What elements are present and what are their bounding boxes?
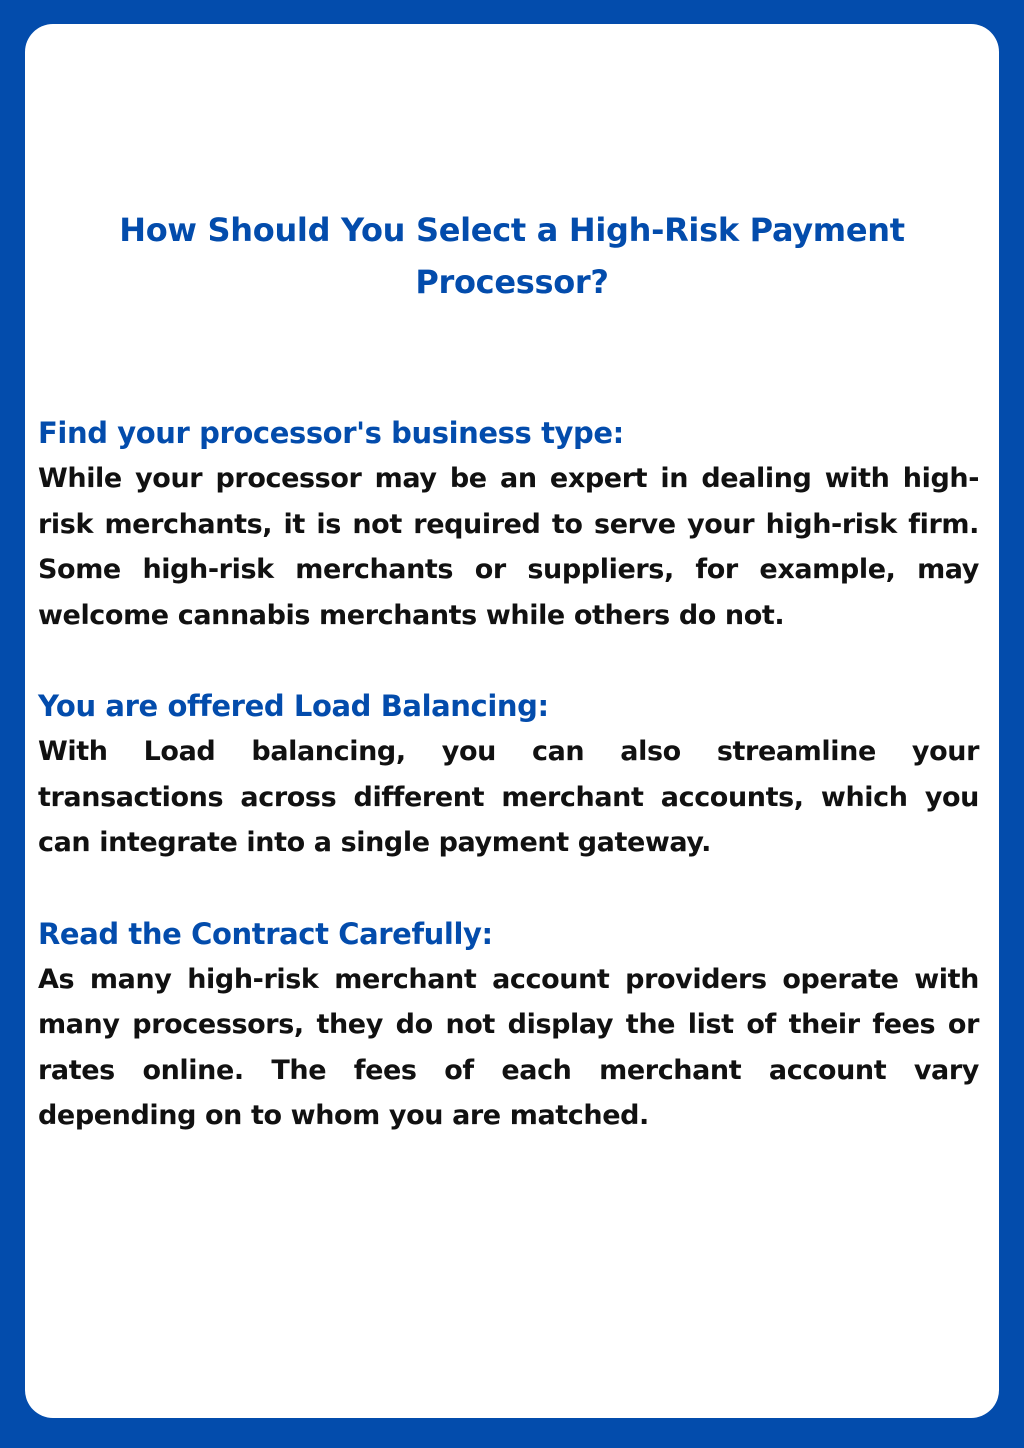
section-body: While your processor may be an expert in dealing with high-risk merchants, it is not required to serve your high-risk firm. Some high-risk merchants or suppliers, for example, may welcome cannabis merchants while others do not.	[38, 463, 979, 631]
page-title: How Should You Select a High-Risk Payment Processor?	[119, 211, 905, 301]
section-contract	[38, 911, 979, 1139]
section-heading: You are offered Load Balancing:	[38, 689, 549, 723]
section-body: With Load balancing, you can also streamline your transactions across different merchant accounts, which you can integrate into a single payment gateway.	[38, 736, 979, 858]
sections-list	[38, 410, 979, 1184]
content-card	[25, 24, 999, 1418]
section-load-balancing	[38, 683, 979, 866]
section-business-type	[38, 410, 979, 638]
section-heading: Read the Contract Carefully:	[38, 916, 493, 951]
section-heading: Find your processor's business type:	[38, 416, 624, 450]
section-body: As many high-risk merchant account providers operate with many processors, they do not display the list of their fees or rates online. The fees of each merchant account vary depending on to whom you are matched.	[38, 963, 979, 1131]
